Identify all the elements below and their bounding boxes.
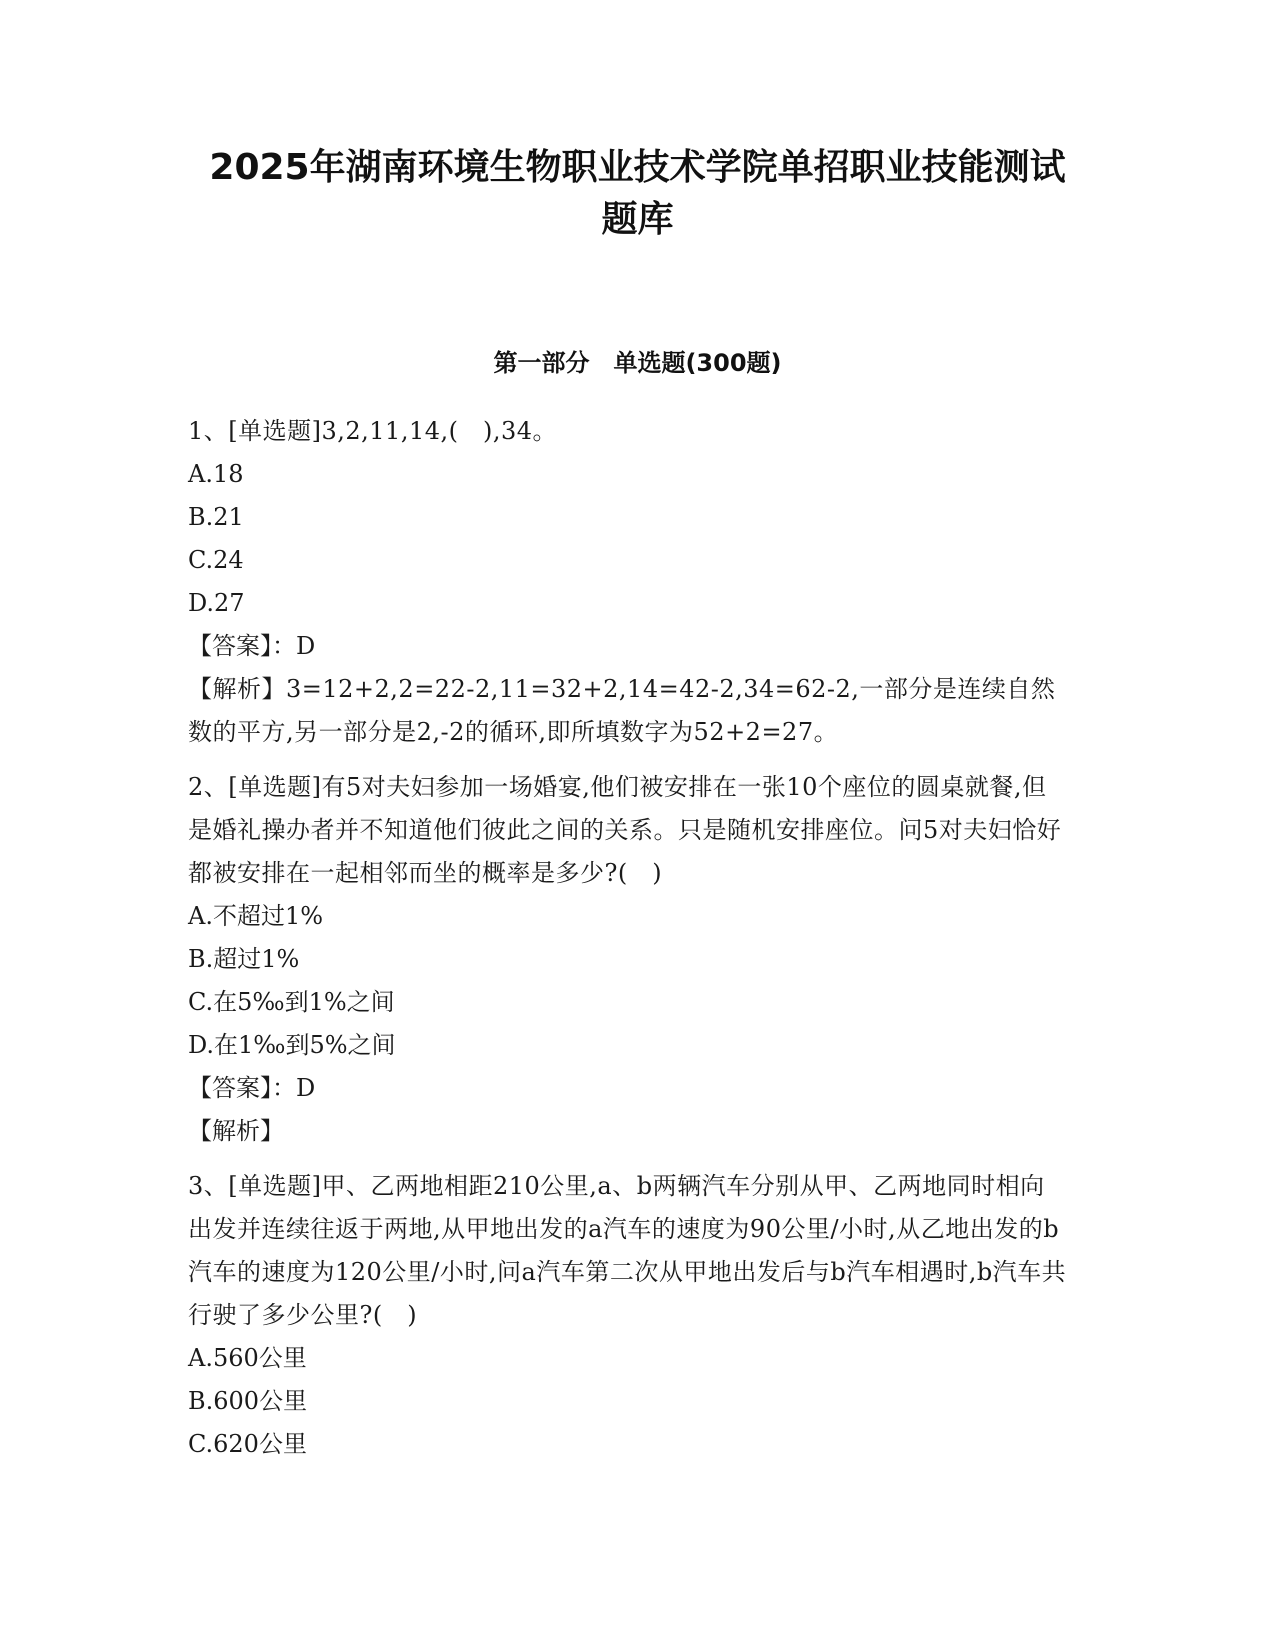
title-line-1: 2025年湖南环境生物职业技术学院单招职业技能测试 xyxy=(209,147,1066,188)
option-b: B.21 xyxy=(188,503,244,531)
answer-line: 【答案】：D xyxy=(188,632,316,660)
option-d: D.27 xyxy=(188,589,245,617)
question-stem: 1、[单选题]3,2,11,14,( ),34。 xyxy=(188,417,558,445)
section-heading: 第一部分 单选题(300题) xyxy=(493,349,782,377)
option-c: C.在5‰到1%之间 xyxy=(188,988,395,1016)
analysis-line: 【解析】 xyxy=(188,1117,284,1145)
option-a: A.560公里 xyxy=(188,1344,307,1372)
question-3 xyxy=(188,1165,1068,1466)
analysis-line: 【解析】3=12+2,2=22-2,11=32+2,14=42-2,34=62-2,一部分是连续自然数的平方,另一部分是2,-2的循环,即所填数字为52+2=27。 xyxy=(188,675,1056,746)
option-d: D.在1‰到5%之间 xyxy=(188,1031,396,1059)
option-c: C.24 xyxy=(188,546,244,574)
option-b: B.600公里 xyxy=(188,1387,308,1415)
option-b: B.超过1% xyxy=(188,945,300,973)
option-a: A.18 xyxy=(188,460,244,488)
document-title xyxy=(140,142,1135,246)
title-line-2: 题库 xyxy=(601,199,674,240)
answer-line: 【答案】：D xyxy=(188,1074,316,1102)
question-2 xyxy=(188,766,1068,1153)
option-a: A.不超过1% xyxy=(188,902,324,930)
question-1 xyxy=(188,410,1068,754)
option-c: C.620公里 xyxy=(188,1430,307,1458)
question-list xyxy=(188,410,1068,1466)
question-stem: 3、[单选题]甲、乙两地相距210公里,a、b两辆汽车分别从甲、乙两地同时相向出发并连续往返于两地,从甲地出发的a汽车的速度为90公里/小时,从乙地出发的b汽车的速度为120公里/小时,问a汽车第二次从甲地出发后与b汽车相遇时,b汽车共行驶了多少公里?( ) xyxy=(188,1172,1067,1329)
question-stem: 2、[单选题]有5对夫妇参加一场婚宴,他们被安排在一张10个座位的圆桌就餐,但是婚礼操办者并不知道他们彼此之间的关系。只是随机安排座位。问5对夫妇恰好都被安排在一起相邻而坐的概率是多少?( ) xyxy=(188,773,1062,887)
